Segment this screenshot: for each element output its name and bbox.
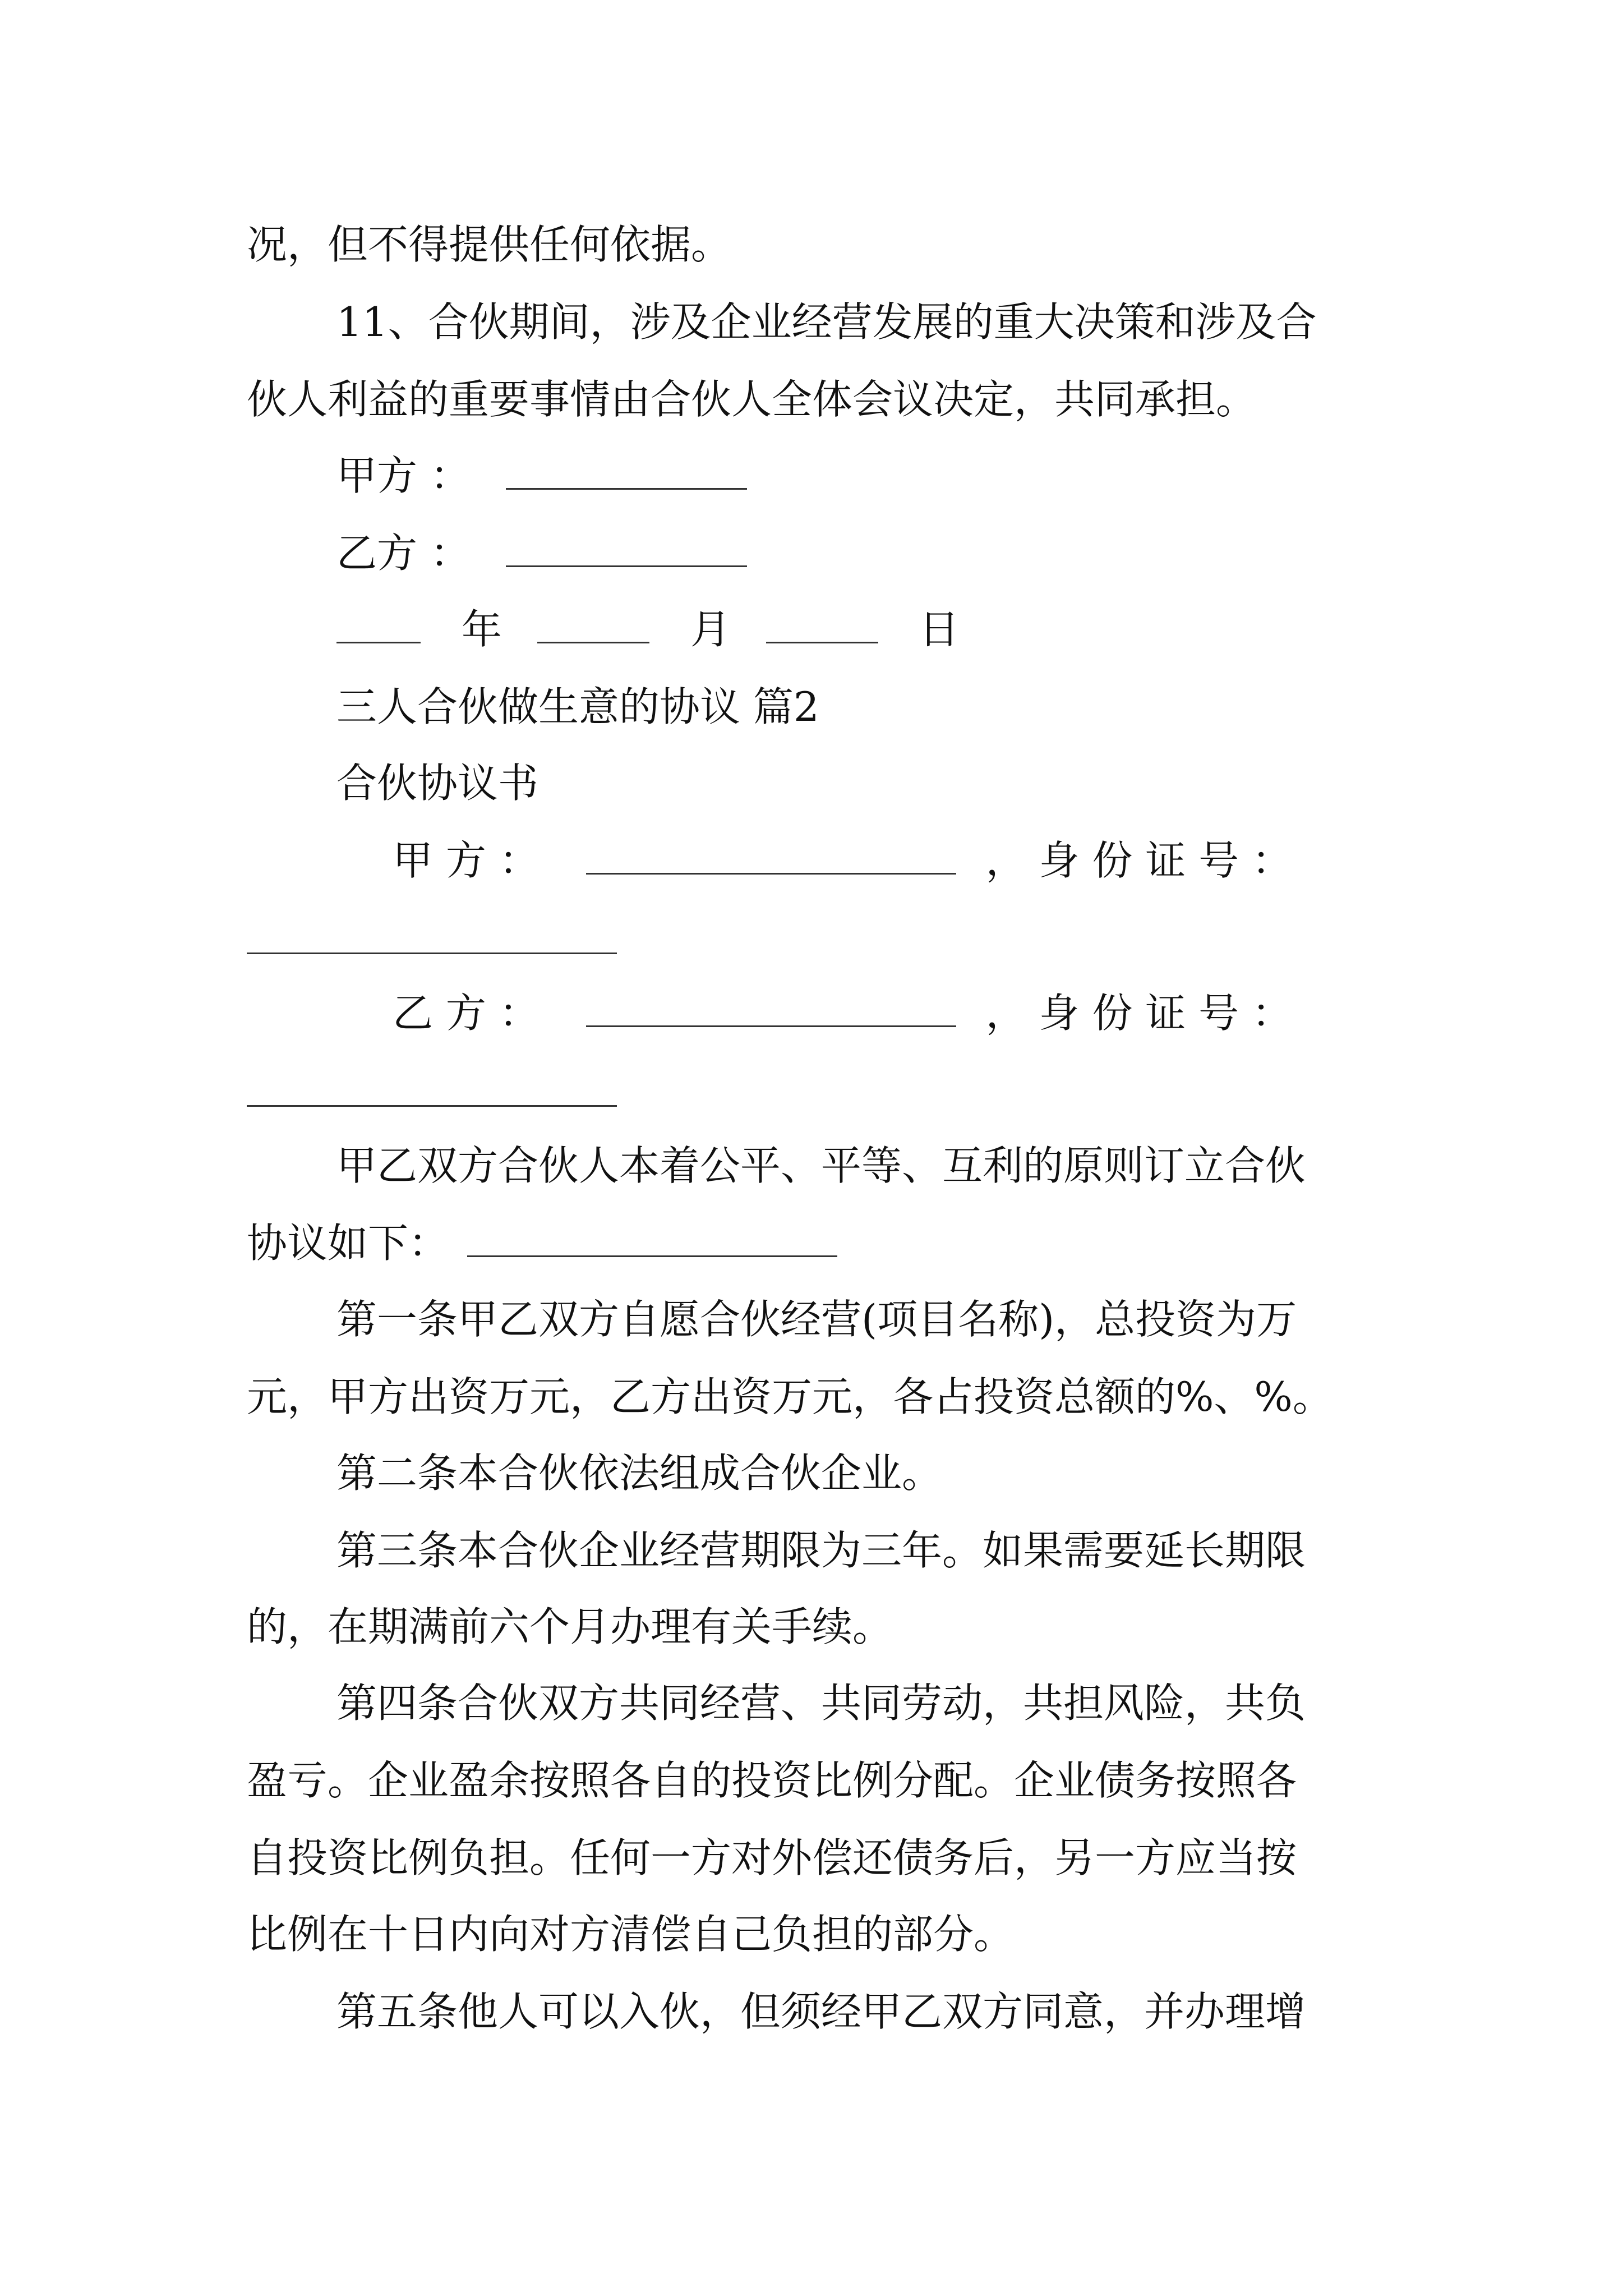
- text-line: [336, 1680, 1306, 1727]
- text: 协议如下：: [247, 1220, 449, 1267]
- month-label: 月: [690, 606, 731, 653]
- year-blank[interactable]: [336, 609, 421, 643]
- document-title: [336, 760, 539, 807]
- text: 伙人利益的重要事情由合伙人全体会议决定，共同承担。: [247, 376, 1257, 423]
- text: 合伙协议书: [336, 760, 539, 807]
- party-b-info-line: [393, 990, 1292, 1037]
- text-line: [336, 1527, 1306, 1574]
- text-line: [247, 1220, 837, 1267]
- text-line: [336, 1142, 1306, 1189]
- text: 三人合伙做生意的协议 篇2: [336, 683, 819, 730]
- party-b-label: 乙 方 ：: [393, 990, 540, 1037]
- text: 元，甲方出资万元，乙方出资万元，各占投资总额的%、%。: [247, 1373, 1333, 1420]
- text: 的，在期满前六个月办理有关手续。: [247, 1603, 893, 1650]
- party-b-signature-line: [336, 530, 747, 577]
- party-a-id-blank[interactable]: [247, 920, 617, 954]
- text: 11、合伙期间，涉及企业经营发展的重大决策和涉及合: [336, 298, 1317, 346]
- agreement-intro-blank[interactable]: [467, 1223, 837, 1257]
- text: 第二条本合伙依法组成合伙企业。: [336, 1450, 943, 1497]
- text-line: [336, 1296, 1297, 1343]
- text: 盈亏。企业盈余按照各自的投资比例分配。企业债务按照各: [247, 1757, 1297, 1804]
- text: 第五条他人可以入伙，但须经甲乙双方同意，并办理增: [336, 1988, 1306, 2035]
- party-a-name-blank[interactable]: [586, 840, 956, 875]
- party-a-signature-line: [336, 452, 747, 499]
- year-label: 年: [461, 606, 502, 653]
- text: 况，但不得提供任何依据。: [247, 221, 732, 268]
- text-line: [336, 298, 1317, 346]
- text: 第一条甲乙双方自愿合伙经营(项目名称)，总投资为万: [336, 1296, 1297, 1343]
- text: 第三条本合伙企业经营期限为三年。如果需要延长期限: [336, 1527, 1306, 1574]
- party-a-label: 甲 方 ：: [393, 837, 540, 884]
- party-b-id-label: ， 身 份 证 号 ：: [985, 990, 1292, 1037]
- text-line: [247, 221, 732, 268]
- text: 第四条合伙双方共同经营、共同劳动，共担风险，共负: [336, 1680, 1306, 1727]
- party-b-sign-blank[interactable]: [506, 533, 747, 567]
- date-line: [336, 606, 960, 653]
- text-line: [336, 1988, 1306, 2035]
- party-b-name-blank[interactable]: [586, 993, 956, 1027]
- text-line: [336, 1450, 943, 1497]
- party-a-sign-label: 甲方 ：: [336, 452, 471, 499]
- party-b-sign-label: 乙方 ：: [336, 530, 471, 577]
- day-blank[interactable]: [766, 609, 878, 643]
- text: 自投资比例负担。任何一方对外偿还债务后，另一方应当按: [247, 1834, 1297, 1881]
- day-label: 日: [919, 606, 960, 653]
- text-line: [247, 1373, 1333, 1420]
- party-a-info-line: [393, 837, 1292, 884]
- section-title: [336, 683, 819, 730]
- month-blank[interactable]: [537, 609, 649, 643]
- text-line: [247, 1603, 893, 1650]
- text: 甲乙双方合伙人本着公平、平等、互利的原则订立合伙: [336, 1142, 1306, 1189]
- text-line: [247, 1834, 1297, 1881]
- text: 比例在十日内向对方清偿自己负担的部分。: [247, 1911, 1015, 1958]
- text-line: [247, 1757, 1297, 1804]
- party-b-id-blank[interactable]: [247, 1073, 617, 1107]
- party-a-sign-blank[interactable]: [506, 455, 747, 490]
- text-line: [247, 1911, 1015, 1958]
- text-line: [247, 376, 1257, 423]
- party-a-id-label: ， 身 份 证 号 ：: [985, 837, 1292, 884]
